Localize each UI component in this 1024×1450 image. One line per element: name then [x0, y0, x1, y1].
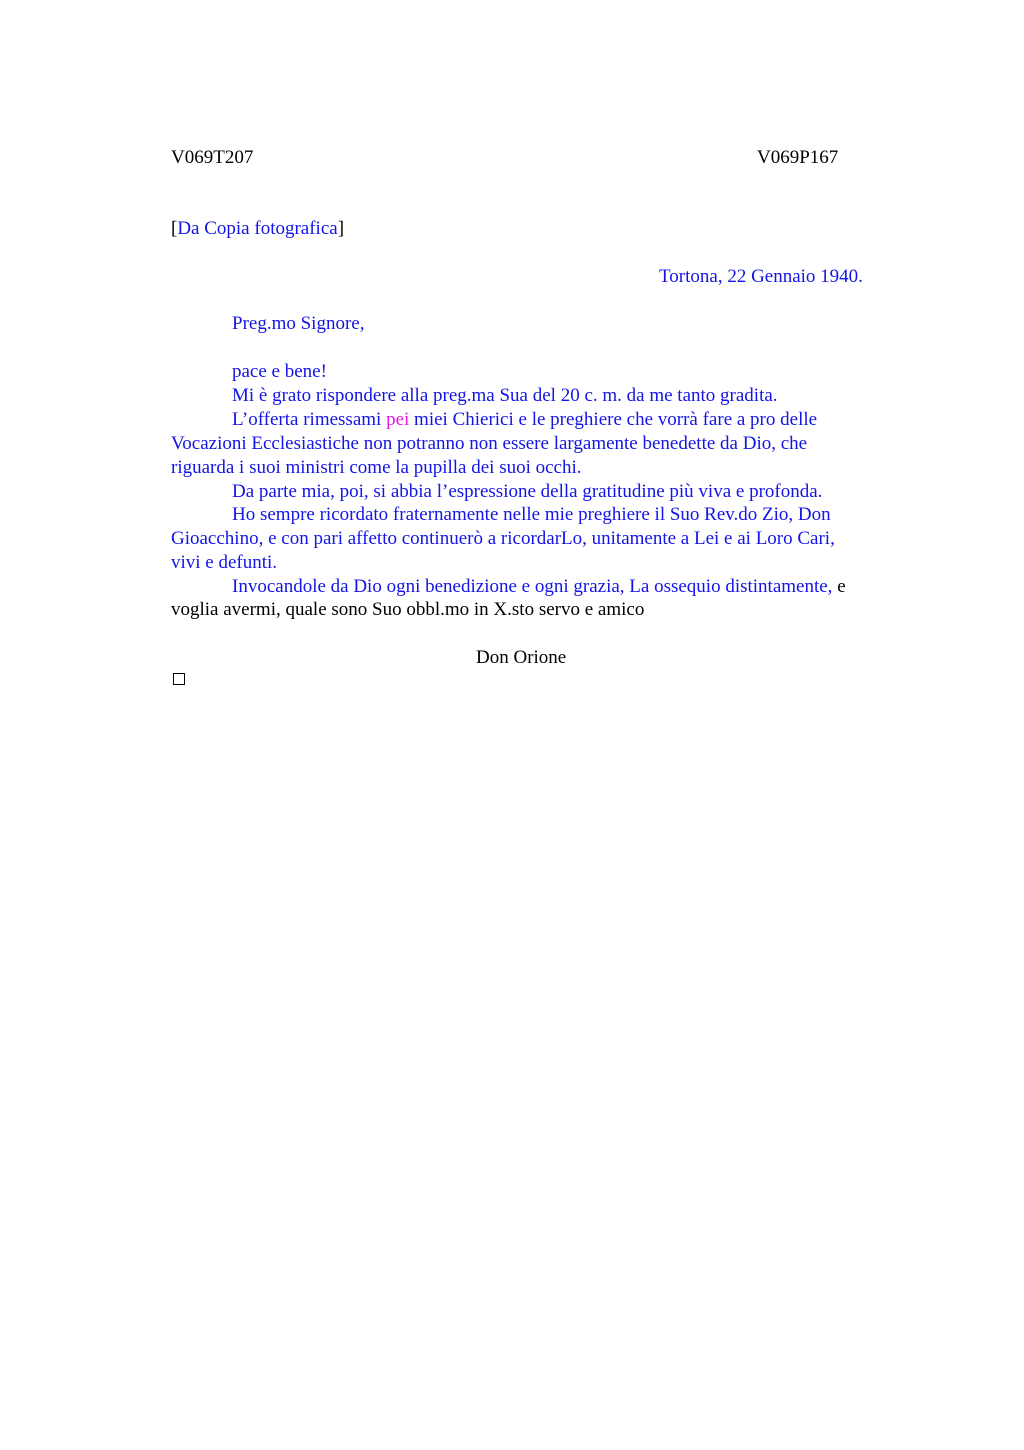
signature: Don Orione [476, 647, 567, 668]
paragraph-4-line-3: vivi e defunti. [171, 552, 278, 573]
salutation: Preg.mo Signore, [232, 313, 365, 334]
paragraph-2-text-a: L’offerta rimessami [232, 409, 387, 430]
paragraph-5-line-2: voglia avermi, quale sono Suo obbl.mo in X.sto servo e amico [171, 599, 645, 620]
paragraph-2-line-1 [232, 408, 817, 432]
page-code-right: V069P167 [757, 147, 839, 168]
paragraph-5-line-1 [232, 575, 846, 599]
highlighted-word: pei [386, 409, 410, 430]
dateline: Tortona, 22 Gennaio 1940. [659, 266, 863, 287]
source-note-open-bracket: [ [171, 218, 178, 239]
paragraph-4-line-2: Gioacchino, e con pari affetto continuerò a ricordarLo, unitamente a Lei e ai Loro Cari, [171, 528, 835, 549]
source-note-close-bracket: ] [337, 218, 345, 239]
paragraph-3: Da parte mia, poi, si abbia l’espressione della gratitudine più viva e profonda. [232, 481, 823, 502]
paragraph-5-text-a: Invocandole da Dio ogni benedizione e ogni grazia, La ossequio distintamente, [232, 576, 833, 597]
paragraph-1: Mi è grato rispondere alla preg.ma Sua del 20 c. m. da me tanto gradita. [232, 385, 778, 406]
source-note-text: Da Copia fotografica [177, 218, 338, 239]
greeting: pace e bene! [232, 361, 327, 382]
paragraph-2-line-3: riguarda i suoi ministri come la pupilla dei suoi occhi. [171, 457, 582, 478]
paragraph-5-text-b: e [832, 576, 846, 597]
empty-checkbox-icon [173, 673, 185, 685]
paragraph-2-text-c: miei Chierici e le preghiere che vorrà fare a pro delle [409, 409, 818, 430]
paragraph-4-line-1: Ho sempre ricordato fraternamente nelle mie preghiere il Suo Rev.do Zio, Don [232, 504, 831, 525]
paragraph-2-line-2: Vocazioni Ecclesiastiche non potranno non essere largamente benedette da Dio, che [171, 433, 808, 454]
source-note [171, 217, 344, 241]
volume-code-left: V069T207 [171, 147, 254, 168]
